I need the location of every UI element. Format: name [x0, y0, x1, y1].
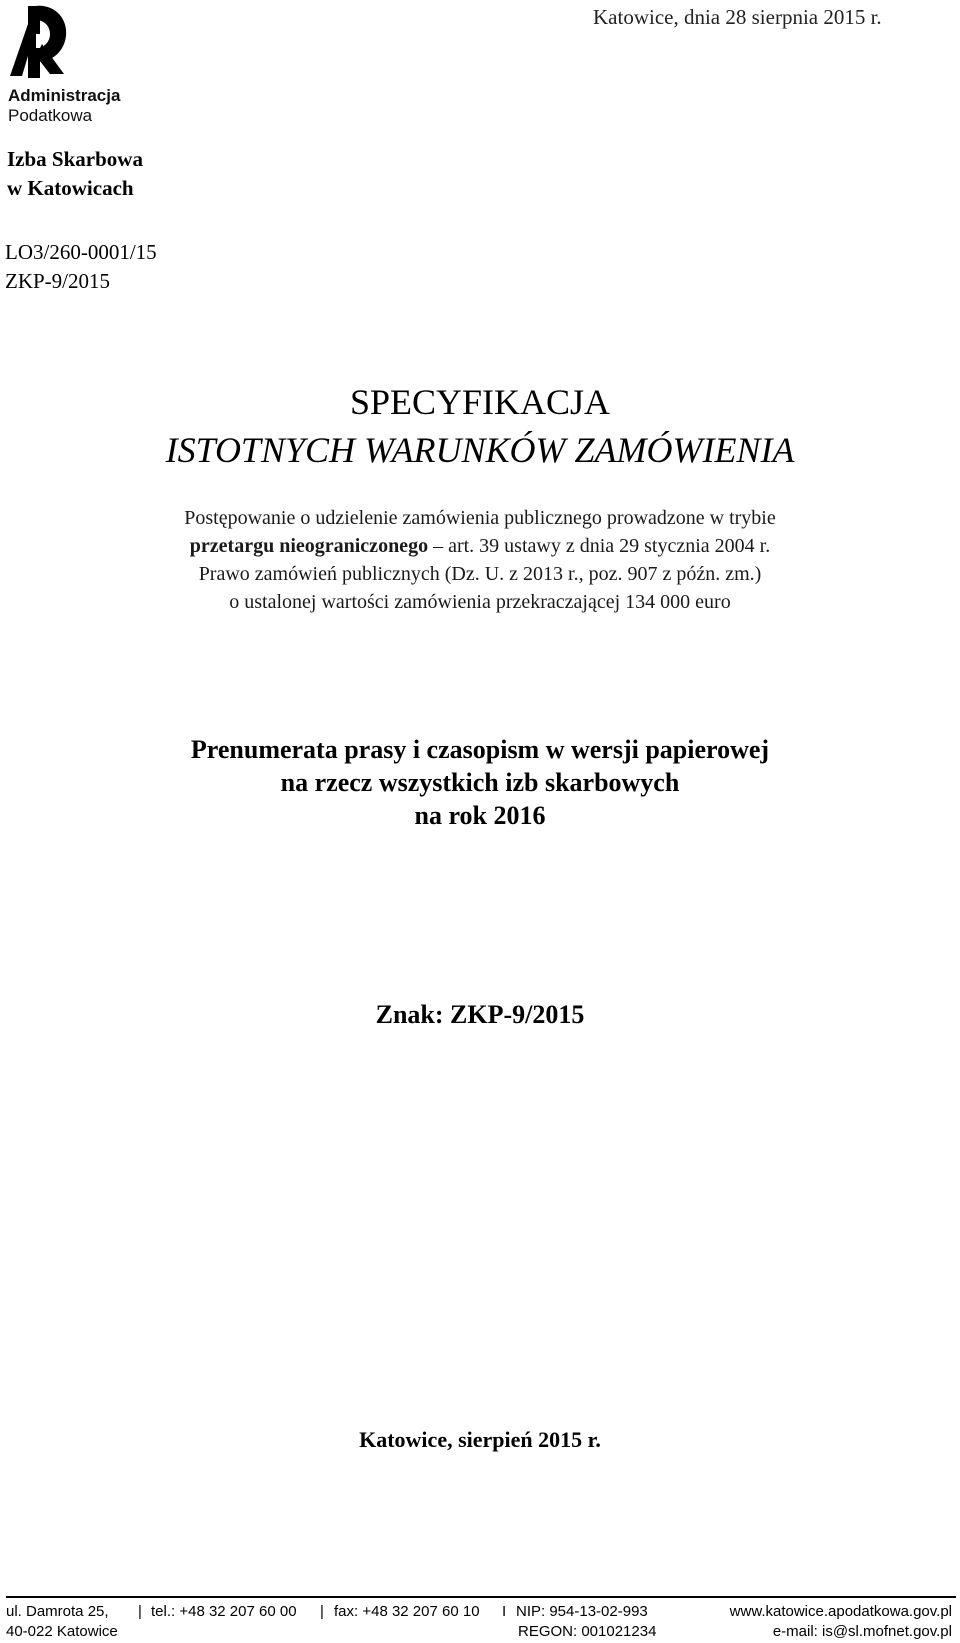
- procedure-line-2: [0, 532, 960, 560]
- document-subtitle: ISTOTNYCH WARUNKÓW ZAMÓWIENIA: [165, 430, 795, 470]
- logo-mark-icon: [6, 4, 76, 84]
- footer-email-link[interactable]: e-mail: is@sl.mofnet.gov.pl: [772, 1623, 952, 1640]
- reference-line-2: ZKP-9/2015: [5, 269, 110, 293]
- place-and-date: Katowice, sierpień 2015 r.: [359, 1427, 601, 1452]
- procedure-line-4: o ustalonej wartości zamówienia przekraczającej 134 000 euro: [229, 591, 731, 613]
- order-subject: [0, 733, 960, 832]
- organization-name: [7, 145, 143, 203]
- footer-regon: REGON: 001021234: [518, 1623, 657, 1640]
- reference-line-1: LO3/260-0001/15: [5, 240, 157, 264]
- subject-line-3: na rok 2016: [414, 801, 546, 830]
- footer-divider: [6, 1596, 956, 1598]
- footer-website-link[interactable]: www.katowice.apodatkowa.gov.pl: [729, 1603, 952, 1620]
- footer-street: ul. Damrota 25,: [6, 1603, 109, 1620]
- logo-line-2: Podatkowa: [8, 106, 93, 125]
- administracja-podatkowa-logo: [6, 4, 146, 126]
- footer-phone: tel.: +48 32 207 60 00: [151, 1603, 297, 1620]
- footer-separator: |: [138, 1603, 142, 1620]
- document-date: Katowice, dnia 28 sierpnia 2015 r.: [593, 5, 882, 29]
- organization-line-2: w Katowicach: [7, 176, 134, 200]
- organization-line-1: Izba Skarbowa: [7, 147, 143, 171]
- footer-fax: fax: +48 32 207 60 10: [334, 1603, 480, 1620]
- footer-separator: |: [320, 1603, 324, 1620]
- footer-nip: NIP: 954-13-02-993: [516, 1603, 648, 1620]
- procedure-line-3: Prawo zamówień publicznych (Dz. U. z 2013 r., poz. 907 z późn. zm.): [198, 563, 762, 585]
- logo-line-1: Administracja: [8, 86, 121, 105]
- procedure-description: [0, 504, 960, 616]
- subject-line-2: na rzecz wszystkich izb skarbowych: [280, 768, 680, 797]
- procedure-article: – art. 39 ustawy z dnia 29 stycznia 2004 r.: [428, 535, 771, 557]
- document-title: SPECYFIKACJA: [349, 382, 611, 422]
- procedure-line-1: Postępowanie o udzielenie zamówienia publicznego prowadzone w trybie: [184, 507, 776, 529]
- procedure-mode: przetargu nieograniczonego: [189, 535, 429, 557]
- subject-line-1: Prenumerata prasy i czasopism w wersji papierowej: [190, 735, 770, 764]
- footer-separator: I: [502, 1603, 507, 1620]
- footer-postal: 40-022 Katowice: [6, 1623, 118, 1640]
- case-sign: Znak: ZKP-9/2015: [375, 1000, 585, 1029]
- reference-numbers: [5, 238, 157, 296]
